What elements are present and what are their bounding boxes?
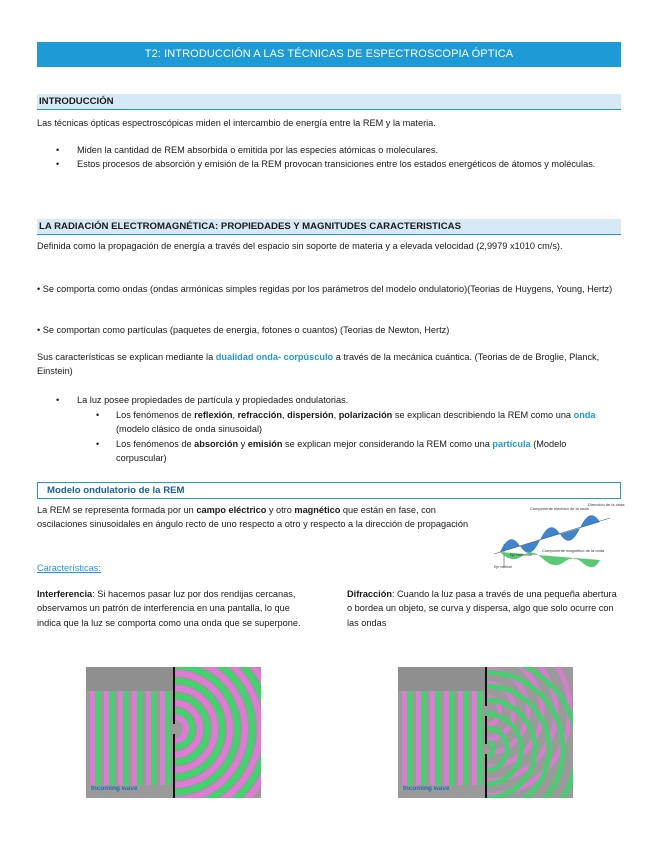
rem-particle-point: • Se comportan como partículas (paquetes de energia, fotones o cuantos) (Teorias de Newton, Hertz)	[37, 325, 450, 335]
incoming-wave-label: Incoming wave	[91, 784, 138, 792]
em-label-direction: Dirección de la onda	[588, 502, 625, 507]
phenomena-bullets	[96, 408, 616, 465]
document-title: T2: INTRODUCCIÓN A LAS TÉCNICAS DE ESPECTROSCOPIA ÓPTICA	[37, 42, 621, 67]
rem-definition: Definida como la propagación de energía a través del espacio sin soporte de materia y a elevada velocidad (2,9979 x1010 cm/s).	[37, 241, 563, 251]
list-item-wave: • Los fenómenos de reflexión, refracción, dispersión, polarización se explican describiendo la REM como una onda (modelo clásico de onda sinusoidal)	[96, 410, 596, 435]
em-label-vertical: Eje vertical	[494, 565, 512, 569]
diffraction-text: Difracción: Cuando la luz pasa a través de una pequeña abertura o bordea un objeto, se curva y dispersa, algo que solo ocurre con las ondas	[347, 589, 617, 628]
em-label-horizontal: Eje horizontal	[510, 553, 532, 557]
intro-text: Las técnicas ópticas espectroscópicas miden el intercambio de energía entre la REM y la materia.	[37, 118, 436, 128]
intro-bullets	[56, 143, 622, 172]
em-label-electric: Componente eléctrico de la onda	[530, 506, 589, 511]
model-heading: Modelo ondulatorio de la REM	[37, 482, 621, 499]
light-bullets	[56, 393, 622, 407]
intro-heading: INTRODUCCIÓN	[37, 94, 621, 110]
model-text: La REM se representa formada por un campo eléctrico y otro magnético que están en fase, con oscilaciones sinusoidales en ángulo recto de uno respecto a otro y respecto a la dirección de propagación	[37, 505, 469, 530]
rem-heading: LA RADIACIÓN ELECTROMAGNÉTICA: PROPIEDADES Y MAGNITUDES CARACTERISTICAS	[37, 219, 621, 235]
em-label-magnetic: Componente magnético de la onda	[542, 548, 605, 553]
diffraction-image	[398, 667, 573, 798]
incoming-wave-label: Incoming wave	[403, 784, 450, 792]
rem-duality: Sus características se explican mediante la dualidad onda- corpúsculo a través de la mecánica cuántica. (Teorias de de Broglie, Planck, Einstein)	[37, 352, 600, 377]
em-wave-figure	[490, 498, 625, 570]
list-item: • La luz posee propiedades de partícula y propiedades ondulatorias.	[56, 395, 349, 405]
interference-image	[86, 667, 261, 798]
list-item: • Miden la cantidad de REM absorbida o emitida por las especies atómicas o moleculares.	[56, 145, 439, 155]
list-item: • Estos procesos de absorción y emisión de la REM provocan transiciones entre los estados energéticos de átomos y moléculas.	[56, 159, 596, 170]
rem-wave-point: • Se comporta como ondas (ondas armónicas simples regidas por los parámetros del modelo ondulatorio)(Teorias de Huygens, Young, Hertz)	[37, 284, 613, 294]
list-item-particle: • Los fenómenos de absorción y emisión se explican mejor considerando la REM como una partícula (Modelo corpuscular)	[96, 438, 567, 463]
characteristics-link[interactable]: Características:	[37, 563, 101, 573]
interference-text: Interferencia: Si hacemos pasar luz por dos rendijas cercanas, observamos un patrón de interferencia en una pantalla, lo que indica que la luz se comporta como una onda que se superpone.	[37, 589, 301, 628]
